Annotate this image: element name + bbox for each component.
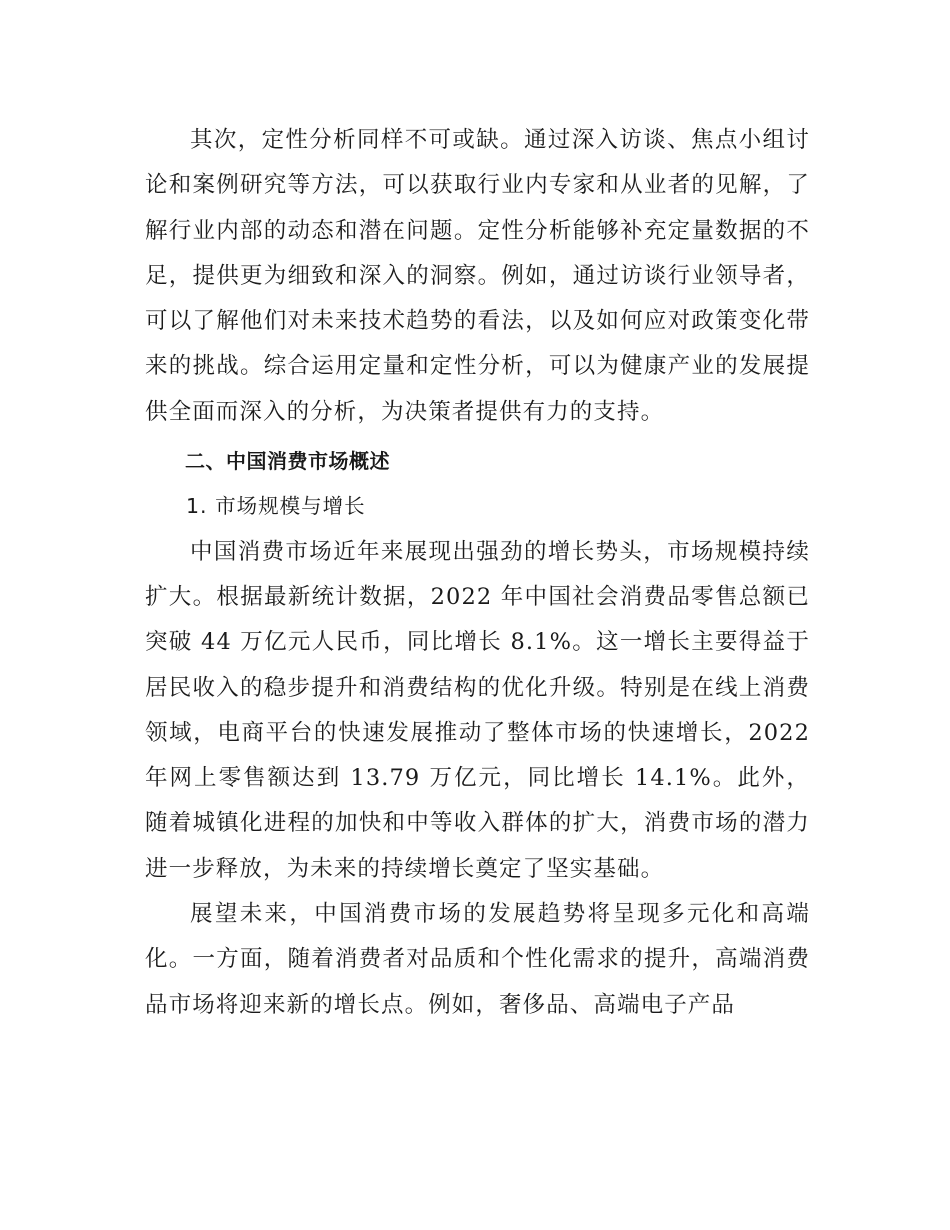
- paragraph-market-size: 中国消费市场近年来展现出强劲的增长势头，市场规模持续扩大。根据最新统计数据，2022 年中国社会消费品零售总额已突破 44 万亿元人民币，同比增长 8.1%。这一增长主要得益于居民收入的稳步提升和消费结构的优化升级。特别是在线上消费领域，电商平台的快速发展推动了整体市场的快速增长，2022 年网上零售额达到 13.79 万亿元，同比增长 14.1%。此外，随着城镇化进程的加快和中等收入群体的扩大，消费市场的潜力进一步释放，为未来的持续增长奠定了坚实基础。: [145, 538, 810, 882]
- subsection-heading: 1. 市场规模与增长: [186, 494, 366, 519]
- document-body: [145, 118, 810, 1028]
- paragraph-future-outlook: 展望未来，中国消费市场的发展趋势将呈现多元化和高端化。一方面，随着消费者对品质和个性化需求的提升，高端消费品市场将迎来新的增长点。例如，奢侈品、高端电子产品: [145, 901, 810, 1018]
- section-heading: 二、中国消费市场概述: [185, 449, 390, 474]
- paragraph-qualitative-analysis: 其次，定性分析同样不可或缺。通过深入访谈、焦点小组讨论和案例研究等方法，可以获取行业内专家和从业者的见解，了解行业内部的动态和潜在问题。定性分析能够补充定量数据的不足，提供更为细致和深入的洞察。例如，通过访谈行业领导者，可以了解他们对未来技术趋势的看法，以及如何应对政策变化带来的挑战。综合运用定量和定性分析，可以为健康产业的发展提供全面而深入的分析，为决策者提供有力的支持。: [145, 127, 810, 425]
